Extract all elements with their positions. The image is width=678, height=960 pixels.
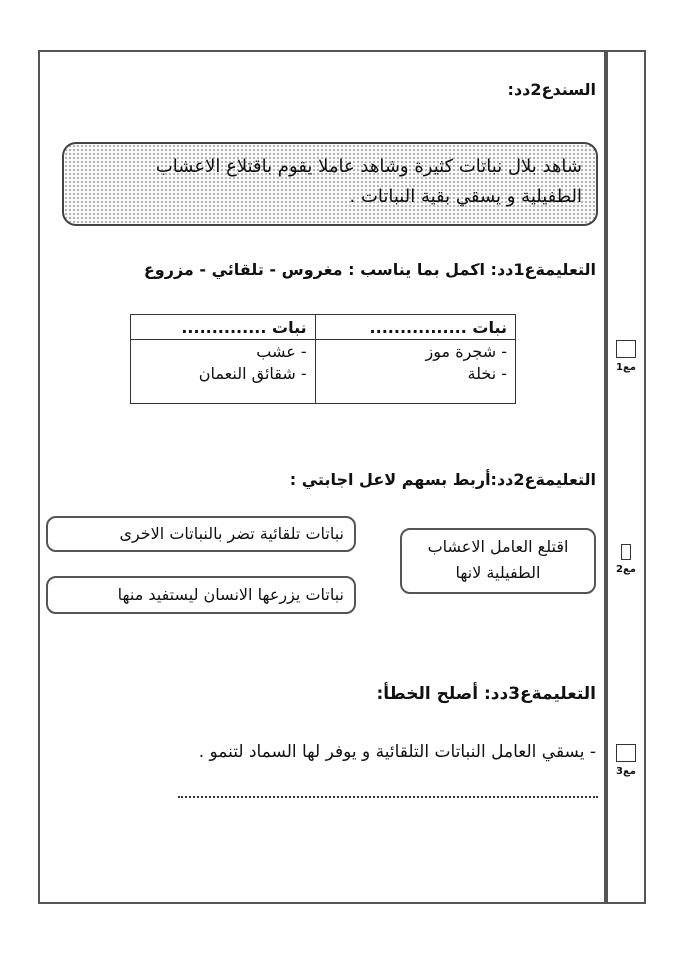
task3-sentence: - يسقي العامل النباتات التلقائية و يوفر لها السماد لتنمو .: [198, 742, 596, 762]
list-item: - شقائق النعمان: [198, 364, 307, 383]
list-item: - شجرة موز: [425, 342, 507, 361]
matching-option-1[interactable]: نباتات تلقائية تضر بالنباتات الاخرى: [46, 516, 356, 552]
classification-table: [130, 314, 516, 404]
criterion-3: [612, 744, 640, 778]
list-item: - عشب: [256, 342, 307, 361]
criterion-1-checkbox[interactable]: [616, 340, 636, 358]
criterion-2-label: مع2: [616, 564, 636, 575]
criterion-2-checkbox[interactable]: [621, 544, 631, 560]
matching-main-box[interactable]: [400, 528, 596, 594]
criteria-column-divider: [604, 50, 608, 904]
criterion-2: [612, 544, 640, 576]
task1-heading: التعليمةع1دد: اكمل بما يناسب : مغروس - تلقائي - مزروع: [143, 260, 596, 279]
table-col-left: [131, 340, 316, 404]
list-item: - نخلة: [467, 364, 507, 383]
source-heading: السندع2دد:: [507, 80, 596, 99]
answer-line[interactable]: [178, 782, 598, 798]
criterion-1: [612, 340, 640, 374]
main-box-line-2: الطفيلية لانها: [455, 563, 541, 582]
table-header-2[interactable]: نبات ..............: [131, 315, 316, 340]
main-box-line-1: اقتلع العامل الاعشاب: [427, 537, 569, 556]
matching-option-2[interactable]: نباتات يزرعها الانسان ليستفيد منها: [46, 576, 356, 614]
source-text-box: [62, 142, 598, 226]
task3-heading: التعليمةع3دد: أصلح الخطأ:: [376, 684, 596, 704]
source-line-1: شاهد بلال نباتات كثيرة وشاهد عاملا يقوم باقتلاع الاعشاب: [155, 156, 582, 177]
criterion-3-label: مع3: [616, 766, 636, 777]
criterion-3-checkbox[interactable]: [616, 744, 636, 762]
table-header-1[interactable]: نبات ................: [315, 315, 515, 340]
criterion-1-label: مع1: [616, 362, 636, 373]
task2-heading: التعليمةع2دد:أربط بسهم لاعل اجابتي :: [289, 470, 596, 489]
source-line-2: الطفيلية و يسقي بقية النباتات .: [349, 186, 582, 207]
table-col-right: [315, 340, 515, 404]
